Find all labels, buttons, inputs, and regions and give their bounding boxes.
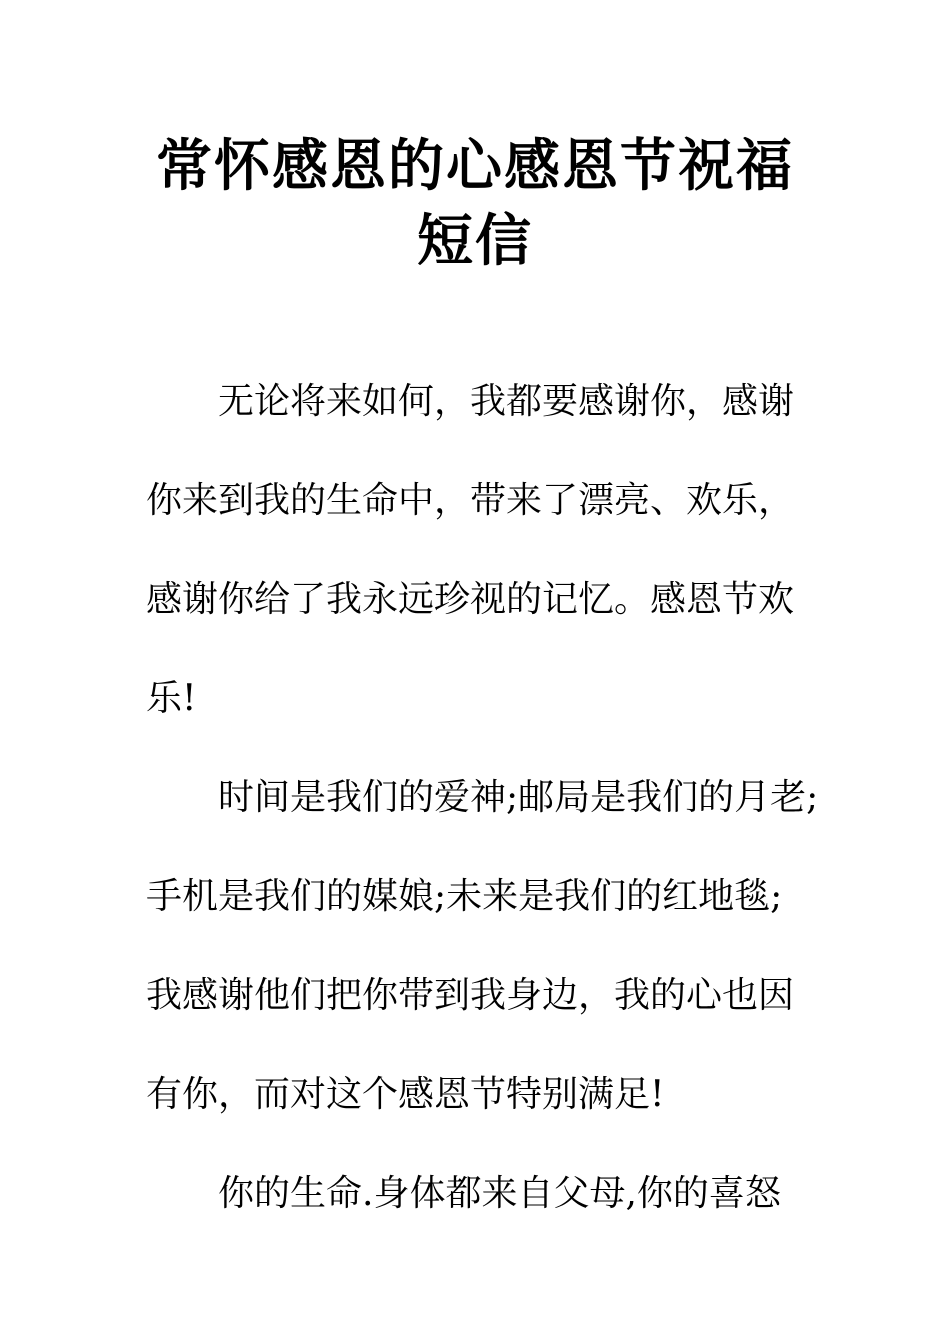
paragraph-line: 有你，而对这个感恩节特别满足! (146, 1074, 665, 1115)
paragraph-line: 你来到我的生命中，带来了漂亮、欢乐， (146, 480, 795, 521)
paragraph-line: 乐! (146, 678, 197, 719)
paragraph-line: 无论将来如何，我都要感谢你，感谢 (218, 381, 795, 422)
paragraph-line: 你的生命.身体都来自父母,你的喜怒 (218, 1173, 781, 1214)
paragraph-line: 时间是我们的爱神;邮局是我们的月老; (218, 777, 819, 818)
paragraph-line: 感谢你给了我永远珍视的记忆。感恩节欢 (146, 579, 795, 620)
paragraph-line: 手机是我们的媒娘;未来是我们的红地毯; (146, 876, 783, 917)
document-title-line-2: 短信 (417, 209, 533, 274)
paragraph-line: 我感谢他们把你带到我身边，我的心也因 (146, 975, 795, 1016)
document-title-line-1: 常怀感恩的心感恩节祝福 (156, 134, 794, 199)
